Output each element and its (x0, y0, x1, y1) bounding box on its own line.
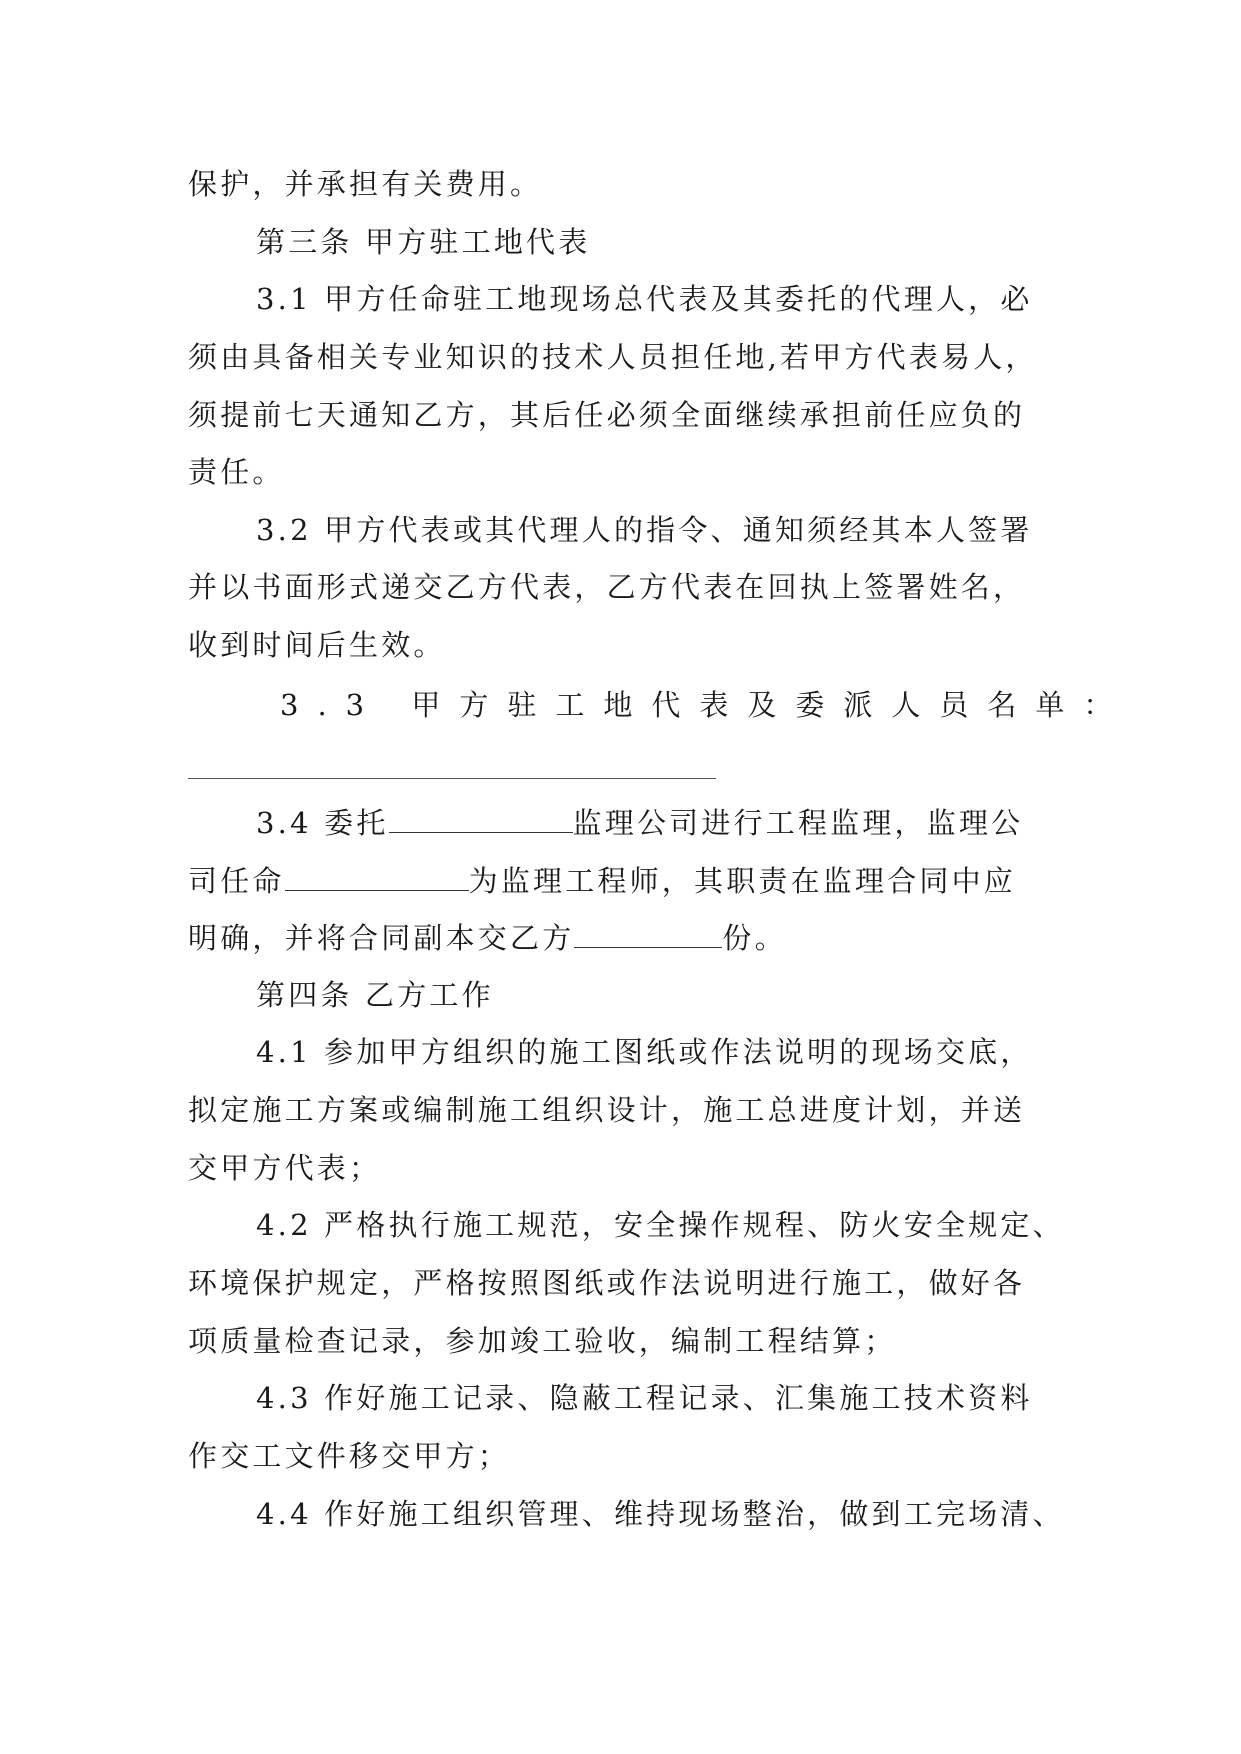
text-line: 项质量检查记录，参加竣工验收，编制工程结算； (188, 1324, 897, 1358)
article-heading: 第三条 甲方驻工地代表 (256, 225, 591, 259)
text-line (256, 802, 1023, 843)
text-line (188, 860, 1016, 901)
blank-line (188, 778, 716, 779)
text-line: 环境保护规定，严格按照图纸或作法说明进行施工，做好各 (188, 1266, 1026, 1300)
text-segment: 份。 (722, 921, 787, 955)
text-line: 3.2 甲方代表或其代理人的指令、通知须经其本人签署 (256, 513, 1033, 547)
text-segment: 明确，并将合同副本交乙方 (188, 921, 575, 955)
text-line: 须由具备相关专业知识的技术人员担任地,若甲方代表易人， (188, 340, 1038, 374)
text-line: 4.3 作好施工记录、隐蔽工程记录、汇集施工技术资料 (256, 1381, 1033, 1415)
text-line: 4.2 严格执行施工规范，安全操作规程、防火安全规定、 (256, 1208, 1065, 1242)
text-line: 拟定施工方案或编制施工组织设计，施工总进度计划，并送 (188, 1093, 1026, 1127)
fill-in-blank (285, 860, 469, 891)
text-line: 并以书面形式递交乙方代表，乙方代表在回执上签署姓名， (188, 570, 1026, 604)
text-line (188, 917, 787, 958)
text-line: 须提前七天通知乙方，其后任必须全面继续承担前任应负的 (188, 398, 1026, 432)
text-segment: 监理公司进行工程监理，监理公 (572, 806, 1024, 840)
text-line: 责任。 (188, 455, 285, 489)
text-line-spread: 3.3 甲方驻工地代表及委派人员名单： (280, 688, 1132, 722)
text-segment: 为监理工程师，其职责在监理合同中应 (468, 864, 1017, 898)
text-line: 收到时间后生效。 (188, 628, 446, 662)
text-segment: 3.4 委托 (256, 806, 389, 840)
text-line: 作交工文件移交甲方； (188, 1439, 511, 1473)
text-line: 4.1 参加甲方组织的施工图纸或作法说明的现场交底， (256, 1035, 1033, 1069)
fill-in-blank (574, 917, 722, 948)
text-segment: 司任命 (188, 864, 285, 898)
fill-in-blank (389, 802, 573, 833)
text-line: 3.1 甲方任命驻工地现场总代表及其委托的代理人，必 (256, 282, 1033, 316)
text-line: 保护，并承担有关费用。 (188, 167, 543, 201)
article-heading: 第四条 乙方工作 (256, 978, 494, 1012)
text-line: 4.4 作好施工组织管理、维持现场整治，做到工完场清、 (256, 1497, 1065, 1531)
text-line: 交甲方代表； (188, 1151, 382, 1185)
